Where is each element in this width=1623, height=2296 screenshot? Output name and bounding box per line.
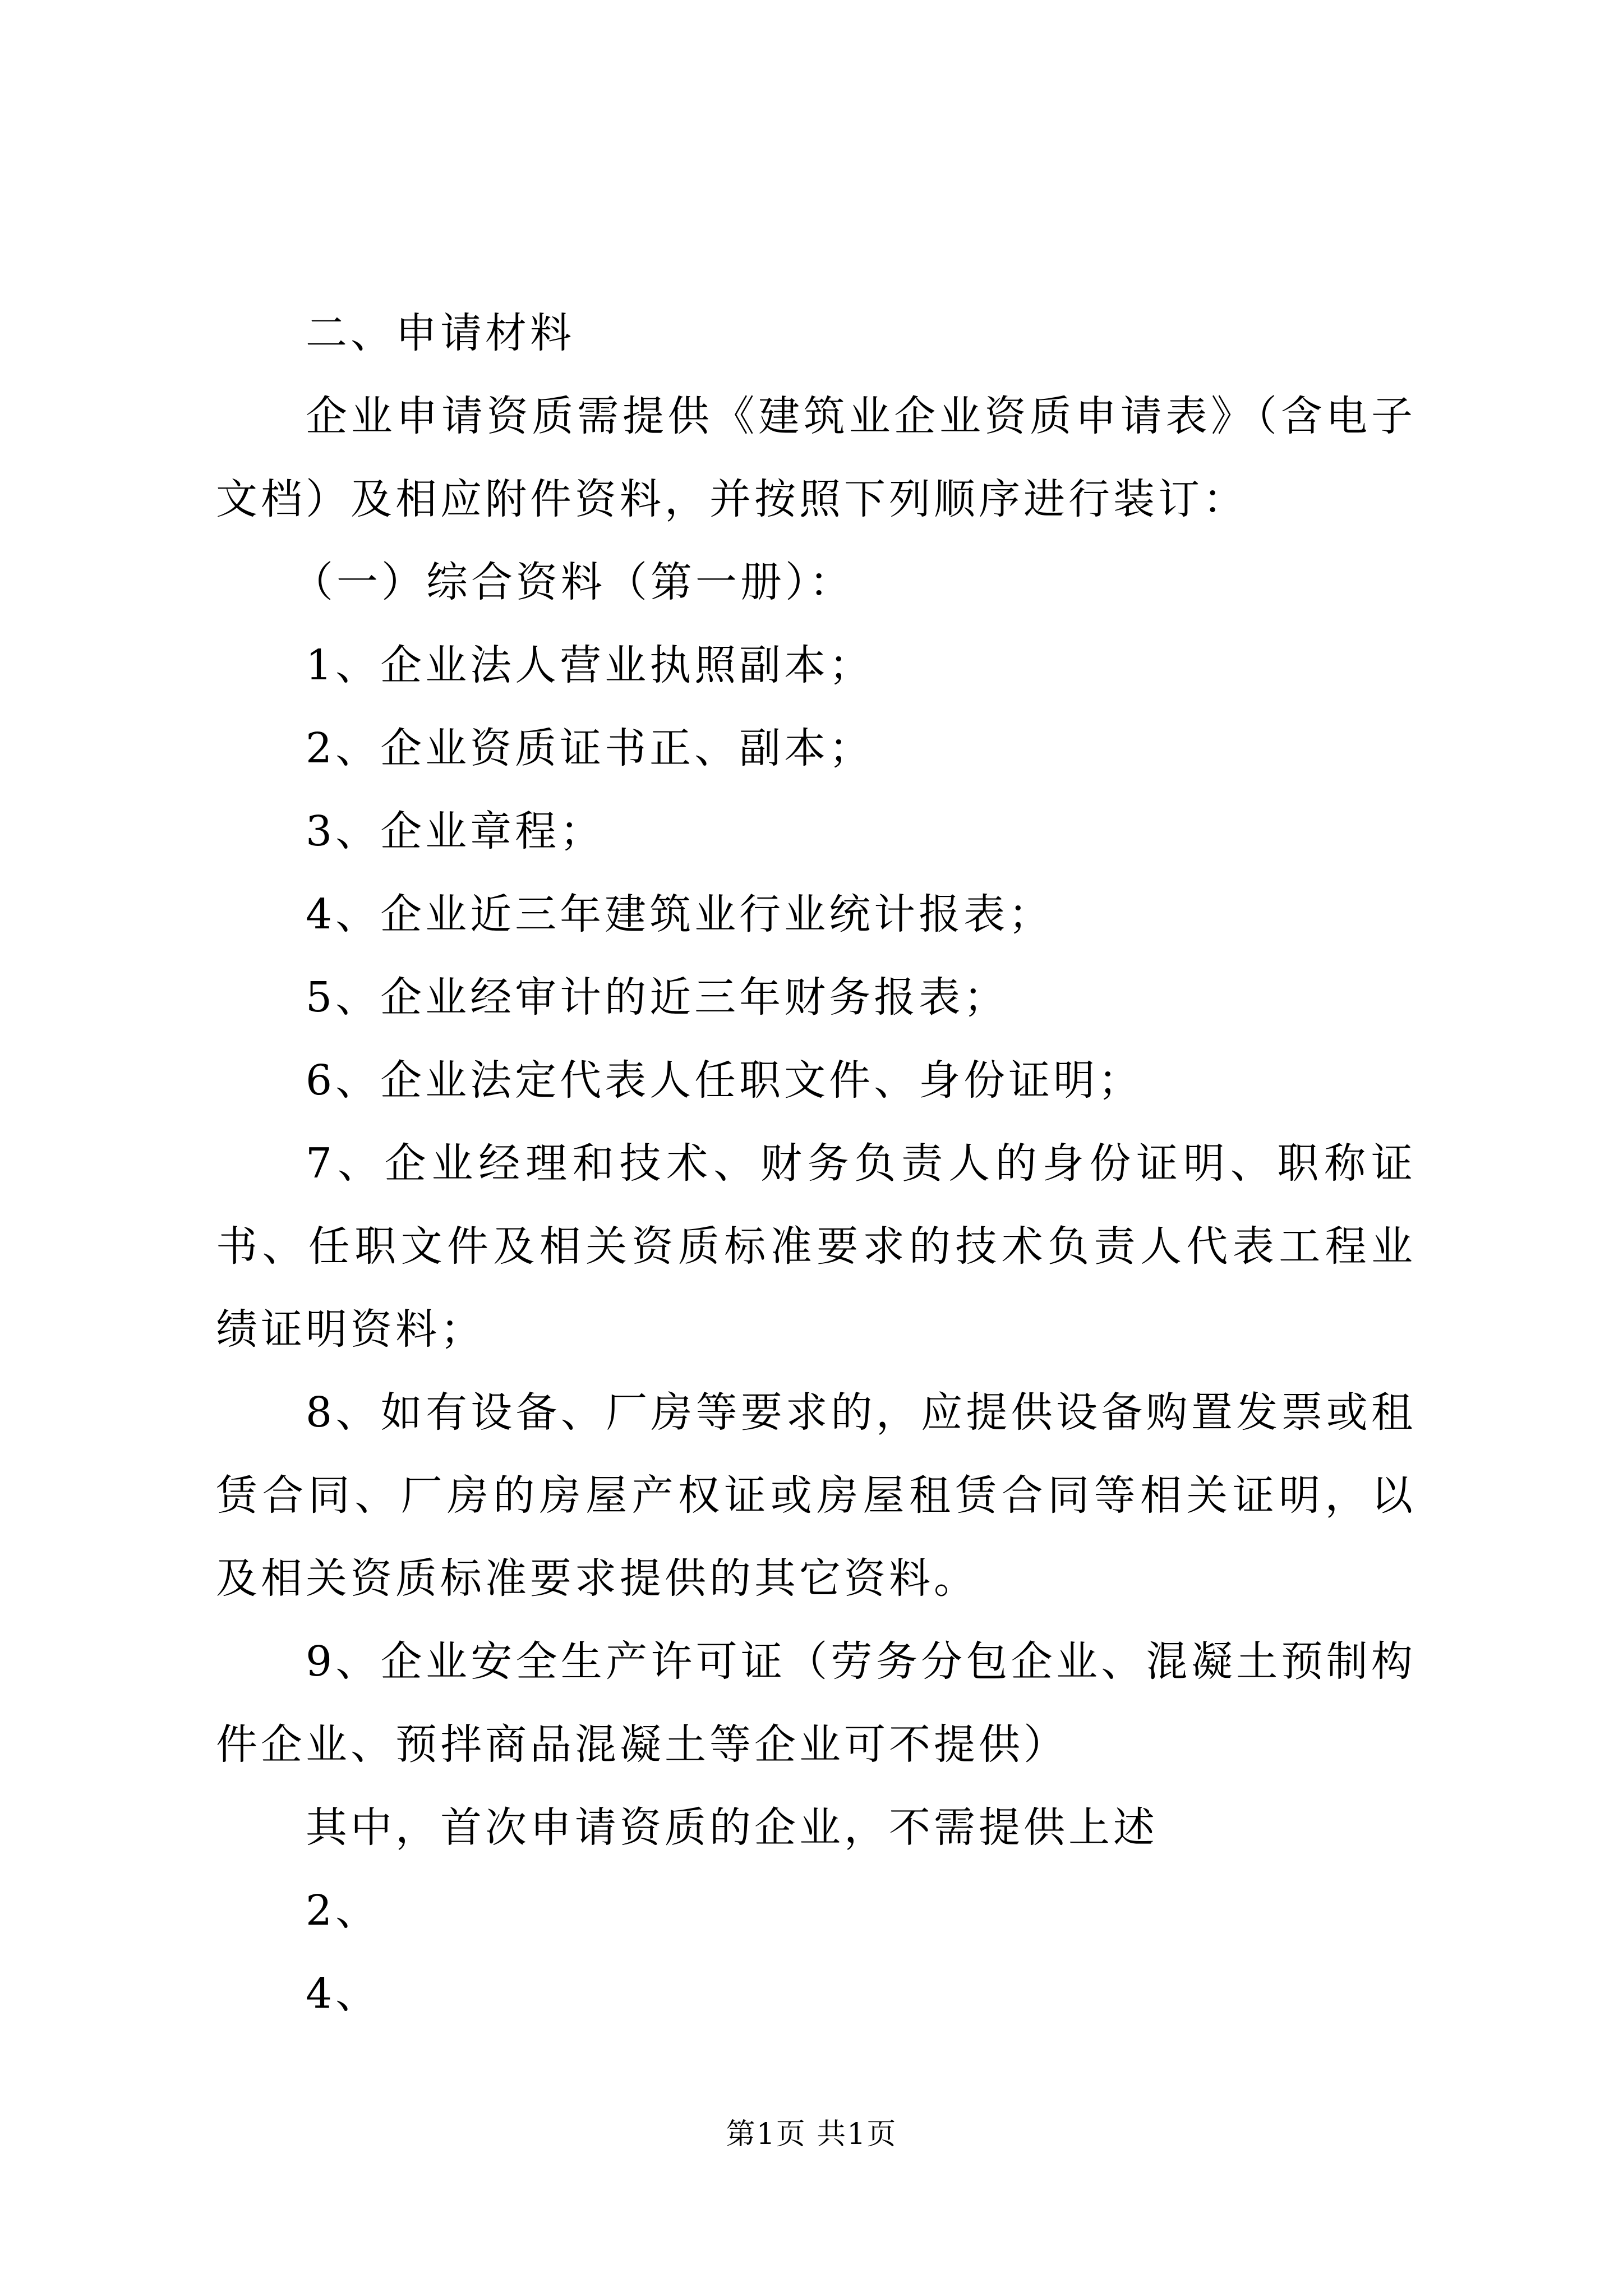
list-item-9: 9、企业安全生产许可证（劳务分包企业、混凝土预制构件企业、预拌商品混凝土等企业可不提供） bbox=[216, 1637, 1416, 1769]
intro-paragraph: 企业申请资质需提供《建筑业企业资质申请表》（含电子文档）及相应附件资料，并按照下列顺序进行装订： bbox=[216, 392, 1416, 523]
fragment-item-2: 2、 bbox=[306, 1887, 381, 1935]
fragment-item-4: 4、 bbox=[306, 1970, 381, 2018]
list-item-2: 2、企业资质证书正、副本； bbox=[306, 724, 874, 772]
list-item-5: 5、企业经审计的近三年财务报表； bbox=[306, 973, 1009, 1022]
list-item-6: 6、企业法定代表人任职文件、身份证明； bbox=[306, 1056, 1144, 1105]
list-item-7: 7、企业经理和技术、财务负责人的身份证明、职称证书、任职文件及相关资质标准要求的技术负责人代表工程业绩证明资料； bbox=[216, 1139, 1416, 1354]
list-item-1: 1、企业法人营业执照副本； bbox=[306, 641, 874, 689]
list-item-3: 3、企业章程； bbox=[306, 807, 605, 855]
list-item-8: 8、如有设备、厂房等要求的，应提供设备购置发票或租赁合同、厂房的房屋产权证或房屋租赁合同等相关证明，以及相关资质标准要求提供的其它资料。 bbox=[216, 1388, 1416, 1603]
list-item-4: 4、企业近三年建筑业行业统计报表； bbox=[306, 890, 1054, 938]
page-number-label: 第1页 共1页 bbox=[726, 2118, 897, 2151]
document-body bbox=[216, 292, 1416, 2035]
section-heading: 二、申请材料 bbox=[306, 309, 575, 357]
page-footer bbox=[0, 2115, 1623, 2154]
note-paragraph: 其中，首次申请资质的企业，不需提供上述 bbox=[306, 1803, 1158, 1852]
subsection-heading: （一）综合资料（第一册）： bbox=[292, 558, 854, 606]
